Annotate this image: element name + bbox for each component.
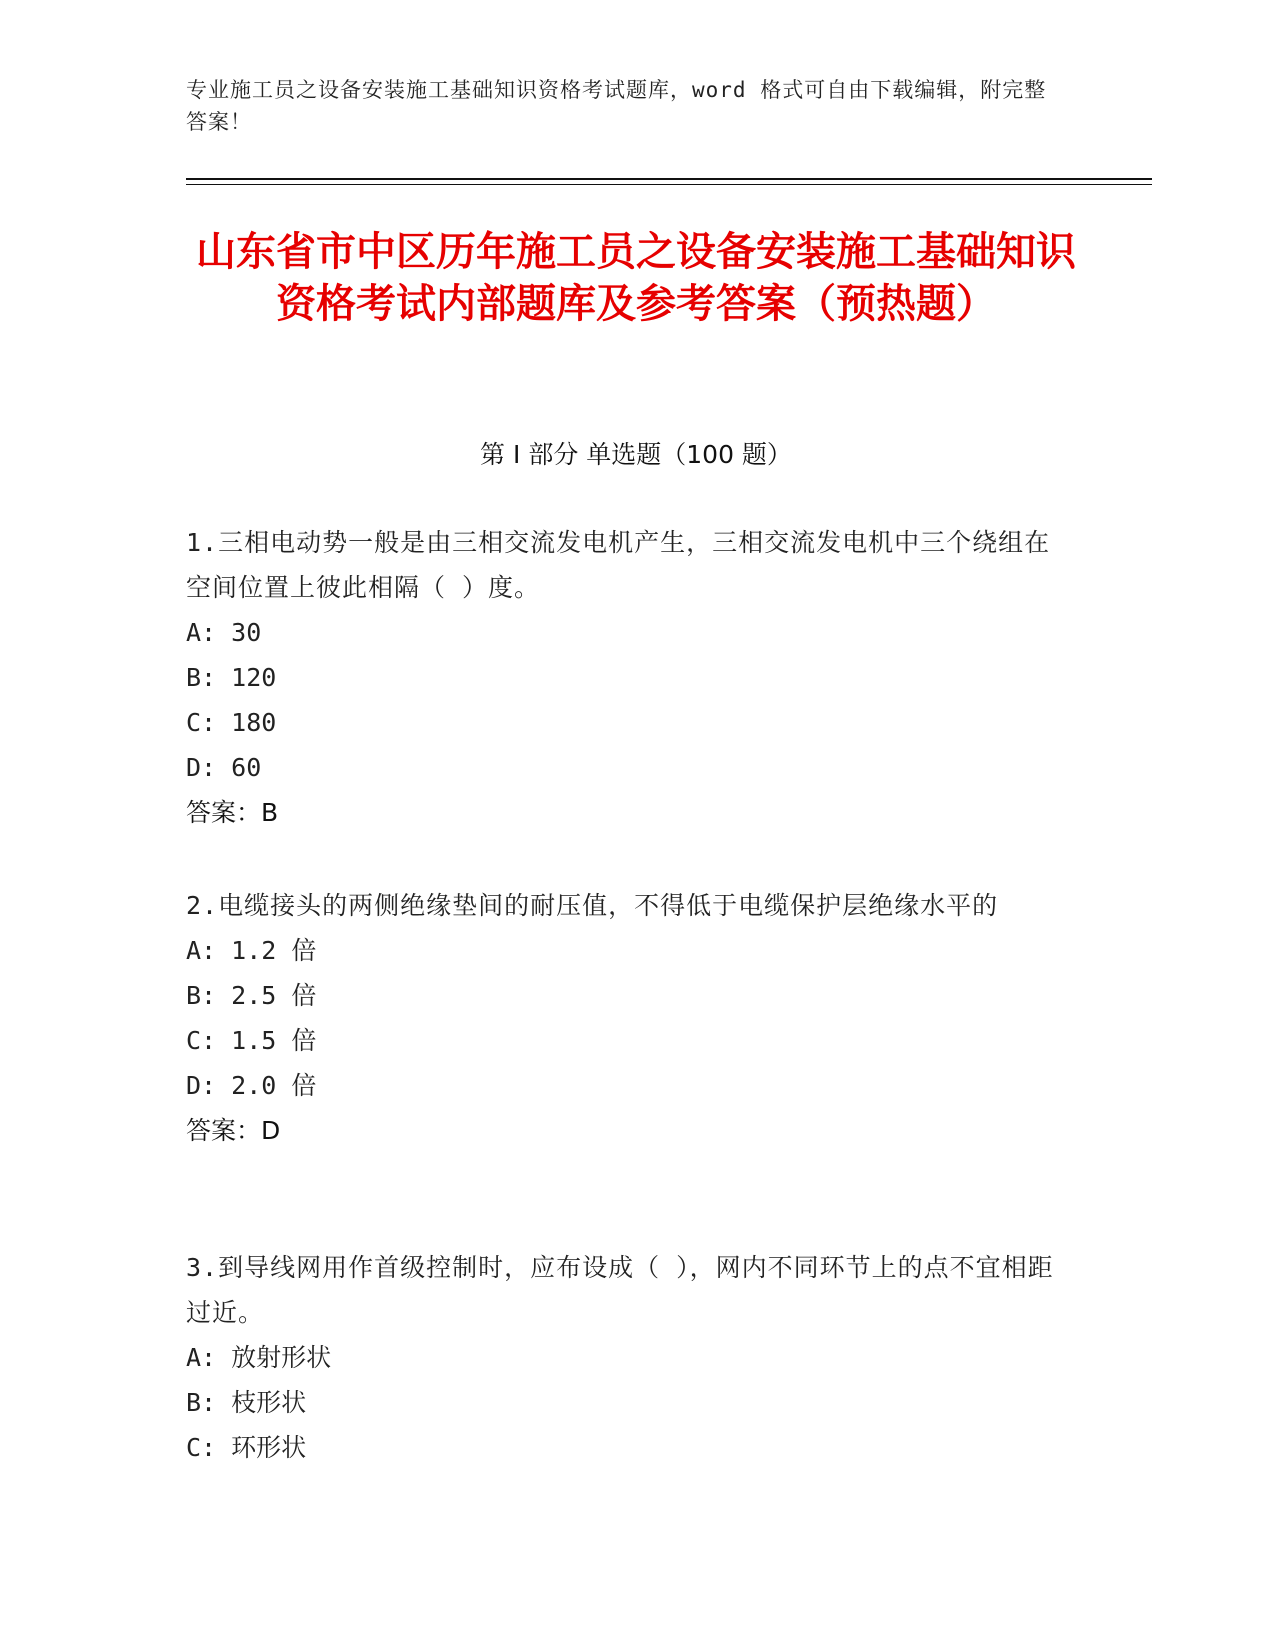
option-b: B: 枝形状 xyxy=(186,1388,307,1417)
option-b: B: 2.5 倍 xyxy=(186,981,317,1010)
option-a: A: 放射形状 xyxy=(186,1343,332,1372)
option-c: C: 环形状 xyxy=(186,1433,307,1462)
header-divider-thin xyxy=(186,184,1152,185)
option-c: C: 1.5 倍 xyxy=(186,1026,317,1055)
option-d: D: 2.0 倍 xyxy=(186,1071,317,1100)
intro-text: 专业施工员之设备安装施工基础知识资格考试题库，word 格式可自由下载编辑，附完整答案！ xyxy=(186,78,1047,134)
header-divider-thick xyxy=(186,178,1152,180)
question-stem: 1.三相电动势一般是由三相交流发电机产生，三相交流发电机中三个绕组在空间位置上彼此相隔（ ）度。 xyxy=(186,528,1051,602)
question-3 xyxy=(186,1245,1066,1470)
option-c: C: 180 xyxy=(186,708,277,737)
question-2 xyxy=(186,883,1066,1153)
question-1 xyxy=(186,520,1066,835)
question-stem: 2.电缆接头的两侧绝缘垫间的耐压值，不得低于电缆保护层绝缘水平的 xyxy=(186,891,999,920)
option-b: B: 120 xyxy=(186,663,277,692)
option-a: A: 30 xyxy=(186,618,262,647)
option-d: D: 60 xyxy=(186,753,262,782)
document-title: 山东省市中区历年施工员之设备安装施工基础知识资格考试内部题库及参考答案（预热题） xyxy=(196,229,1076,327)
answer-line: 答案：D xyxy=(186,1116,281,1145)
answer-line: 答案：B xyxy=(186,798,279,827)
question-stem: 3.到导线网用作首级控制时，应布设成（ ），网内不同环节上的点不宜相距过近。 xyxy=(186,1253,1054,1327)
option-a: A: 1.2 倍 xyxy=(186,936,317,965)
section-heading: 第 I 部分 单选题（100 题） xyxy=(480,440,792,469)
